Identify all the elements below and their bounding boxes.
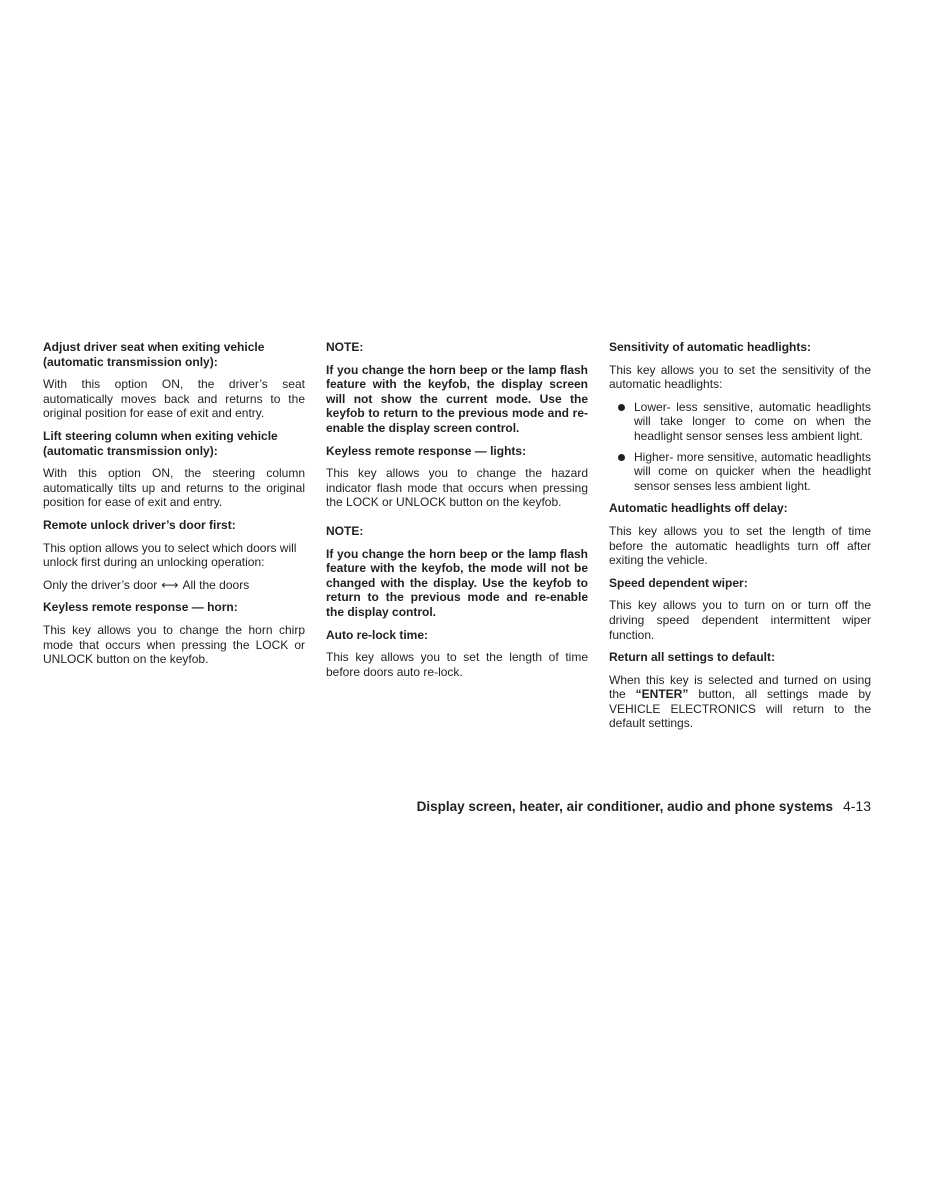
heading-keyless-lights: Keyless remote response — lights: bbox=[326, 443, 527, 458]
column-left bbox=[43, 340, 305, 675]
paragraph-auto-relock: This key allows you to set the length of time before doors auto re-lock. bbox=[326, 650, 588, 679]
heading-remote-unlock: Remote unlock driver’s door first: bbox=[43, 517, 236, 532]
note-title: NOTE: bbox=[326, 523, 364, 538]
paragraph-return-defaults bbox=[609, 673, 871, 731]
option-drivers-door: Only the driver’s door bbox=[43, 577, 158, 592]
bullet-icon bbox=[618, 404, 625, 411]
heading-lift-steering-column: Lift steering column when exiting vehicle (automatic transmission only): bbox=[43, 428, 278, 458]
list-item-text: Lower- less sensitive, automatic headlights will take longer to come on when the headlight sensor senses less ambient light. bbox=[634, 399, 871, 443]
heading-headlight-sensitivity: Sensitivity of automatic headlights: bbox=[609, 340, 812, 354]
option-all-doors: All the doors bbox=[182, 577, 250, 592]
paragraph-adjust-driver-seat: With this option ON, the driver’s seat automatically moves back and returns to the original position for ease of exit and entry. bbox=[43, 377, 305, 421]
paragraph-keyless-horn: This key allows you to change the horn chirp mode that occurs when pressing the LOCK or UNLOCK button on the keyfob. bbox=[43, 622, 305, 667]
paragraph-headlights-off-delay: This key allows you to set the length of time before the automatic headlights turn off after exiting the vehicle. bbox=[609, 523, 871, 568]
note-body: If you change the horn beep or the lamp flash feature with the keyfob, the mode will not be changed with the display. Use the keyfob to return to the previous mode and re-enable the display control. bbox=[326, 546, 588, 619]
heading-headlights-off-delay: Automatic headlights off delay: bbox=[609, 501, 788, 516]
return-defaults-text-pre: When this key is selected and turned on using the bbox=[609, 672, 871, 702]
column-middle bbox=[326, 340, 588, 687]
list-item bbox=[609, 400, 871, 444]
heading-auto-relock: Auto re-lock time: bbox=[326, 627, 429, 642]
heading-speed-dependent-wiper: Speed dependent wiper: bbox=[609, 575, 748, 590]
page-footer bbox=[417, 798, 871, 814]
paragraph-headlight-sensitivity: This key allows you to set the sensitivity of the automatic headlights: bbox=[609, 362, 871, 392]
list-item-text: Higher- more sensitive, automatic headlights will come on quicker when the headlight sensor senses less ambient light. bbox=[634, 449, 871, 493]
paragraph-remote-unlock: This option allows you to select which doors will unlock first during an unlocking operation: bbox=[43, 540, 297, 570]
unlock-options-line bbox=[43, 578, 305, 593]
sensitivity-list bbox=[609, 400, 871, 494]
return-defaults-text-post: button, all settings made by VEHICLE ELECTRONICS will return to the default settings. bbox=[609, 687, 872, 731]
heading-keyless-horn: Keyless remote response — horn: bbox=[43, 600, 238, 615]
paragraph-keyless-lights: This key allows you to change the hazard indicator flash mode that occurs when pressing the LOCK or UNLOCK button on the keyfob. bbox=[326, 466, 588, 510]
heading-adjust-driver-seat: Adjust driver seat when exiting vehicle (automatic transmission only): bbox=[43, 340, 265, 369]
enter-key-label: “ENTER” bbox=[635, 687, 689, 702]
note-title: NOTE: bbox=[326, 340, 364, 354]
list-item bbox=[609, 450, 871, 494]
paragraph-speed-dependent-wiper: This key allows you to turn on or turn off the driving speed dependent intermittent wiper function. bbox=[609, 598, 871, 642]
page-number: 4-13 bbox=[842, 798, 871, 814]
column-right bbox=[609, 340, 871, 739]
paragraph-lift-steering-column: With this option ON, the steering column automatically tilts up and returns to the original position for ease of exit and entry. bbox=[43, 466, 305, 510]
heading-return-defaults: Return all settings to default: bbox=[609, 650, 776, 665]
note-body: If you change the horn beep or the lamp flash feature with the keyfob, the display screen will not show the current mode. Use the keyfob to return to the previous mode and re-enable the display screen control. bbox=[326, 362, 588, 435]
bullet-icon bbox=[618, 454, 625, 461]
double-arrow-icon: ⟷ bbox=[161, 577, 179, 592]
footer-section-title: Display screen, heater, air conditioner, audio and phone systems bbox=[416, 799, 833, 814]
